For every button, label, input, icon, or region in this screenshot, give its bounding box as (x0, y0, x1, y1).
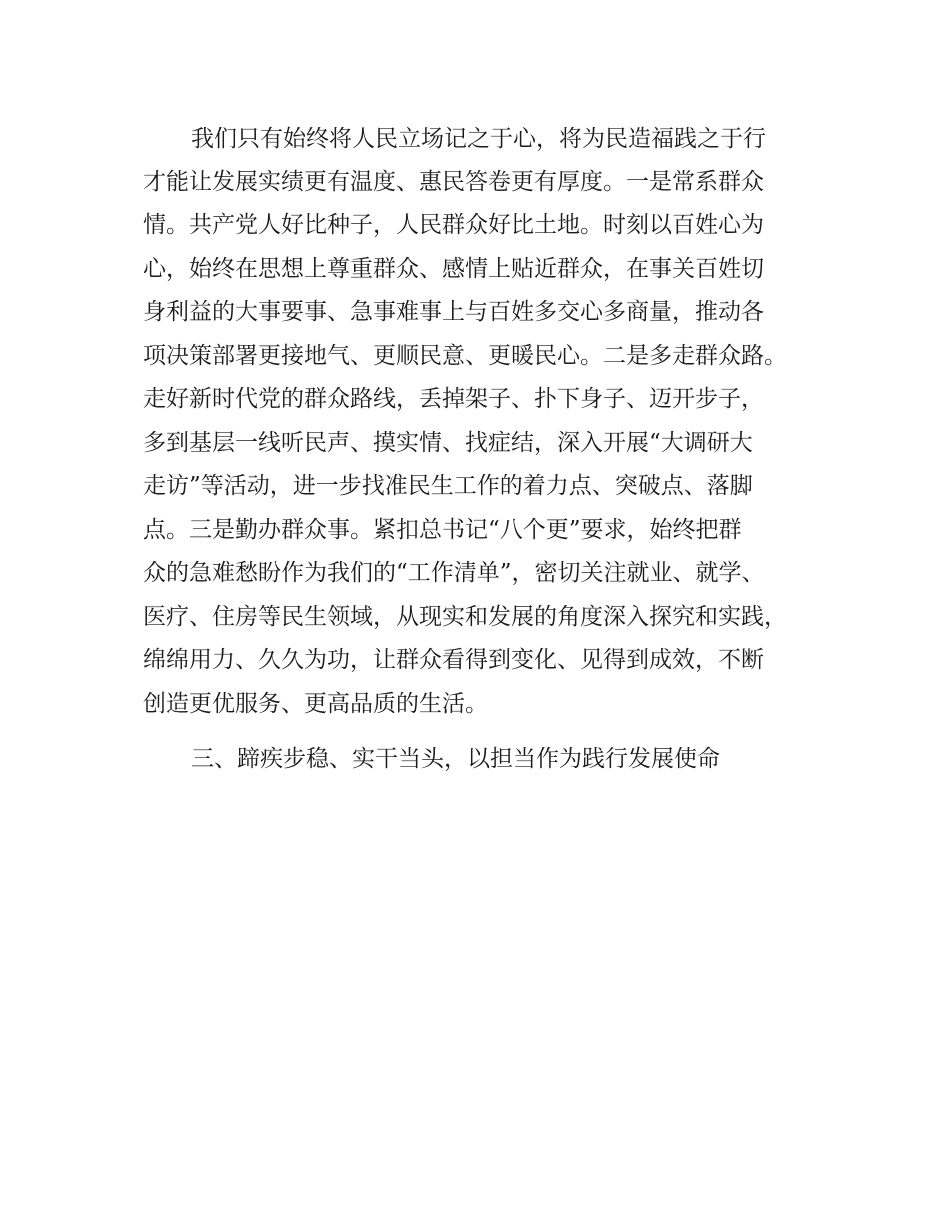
paragraph-line: 创造更优服务、更高品质的生活。 (143, 691, 488, 717)
paragraph-line: 才能让发展实绩更有温度、惠民答卷更有厚度。一是常系群众 (143, 169, 764, 195)
paragraph-line: 走好新时代党的群众路线，丢掉架子、扑下身子、迈开步子， (143, 386, 764, 412)
paragraph-line: 众的急难愁盼作为我们的“工作清单”，密切关注就业、就学、 (143, 560, 765, 586)
paragraph-line: 身利益的大事要事、急事难事上与百姓多交心多商量，推动各 (143, 299, 764, 325)
paragraph-line: 绵绵用力、久久为功，让群众看得到变化、见得到成效，不断 (143, 647, 764, 673)
paragraph-line: 我们只有始终将人民立场记之于心，将为民造福践之于行 (191, 126, 766, 152)
section-heading: 三、蹄疾步稳、实干当头，以担当作为践行发展使命 (191, 746, 720, 772)
paragraph-line: 医疗、住房等民生领域，从现实和发展的角度深入探究和实践， (143, 604, 787, 630)
paragraph-line: 多到基层一线听民声、摸实情、找症结，深入开展“大调研大 (143, 430, 753, 456)
paragraph-line: 情。共产党人好比种子，人民群众好比土地。时刻以百姓心为 (143, 212, 764, 238)
paragraph-line: 点。三是勤办群众事。紧扣总书记“八个更”要求，始终把群 (143, 517, 742, 543)
paragraph-line: 项决策部署更接地气、更顺民意、更暖民心。二是多走群众路。 (143, 343, 787, 369)
paragraph-line: 心，始终在思想上尊重群众、感情上贴近群众，在事关百姓切 (143, 256, 764, 282)
paragraph-line: 走访”等活动，进一步找准民生工作的着力点、突破点、落脚 (143, 473, 753, 499)
